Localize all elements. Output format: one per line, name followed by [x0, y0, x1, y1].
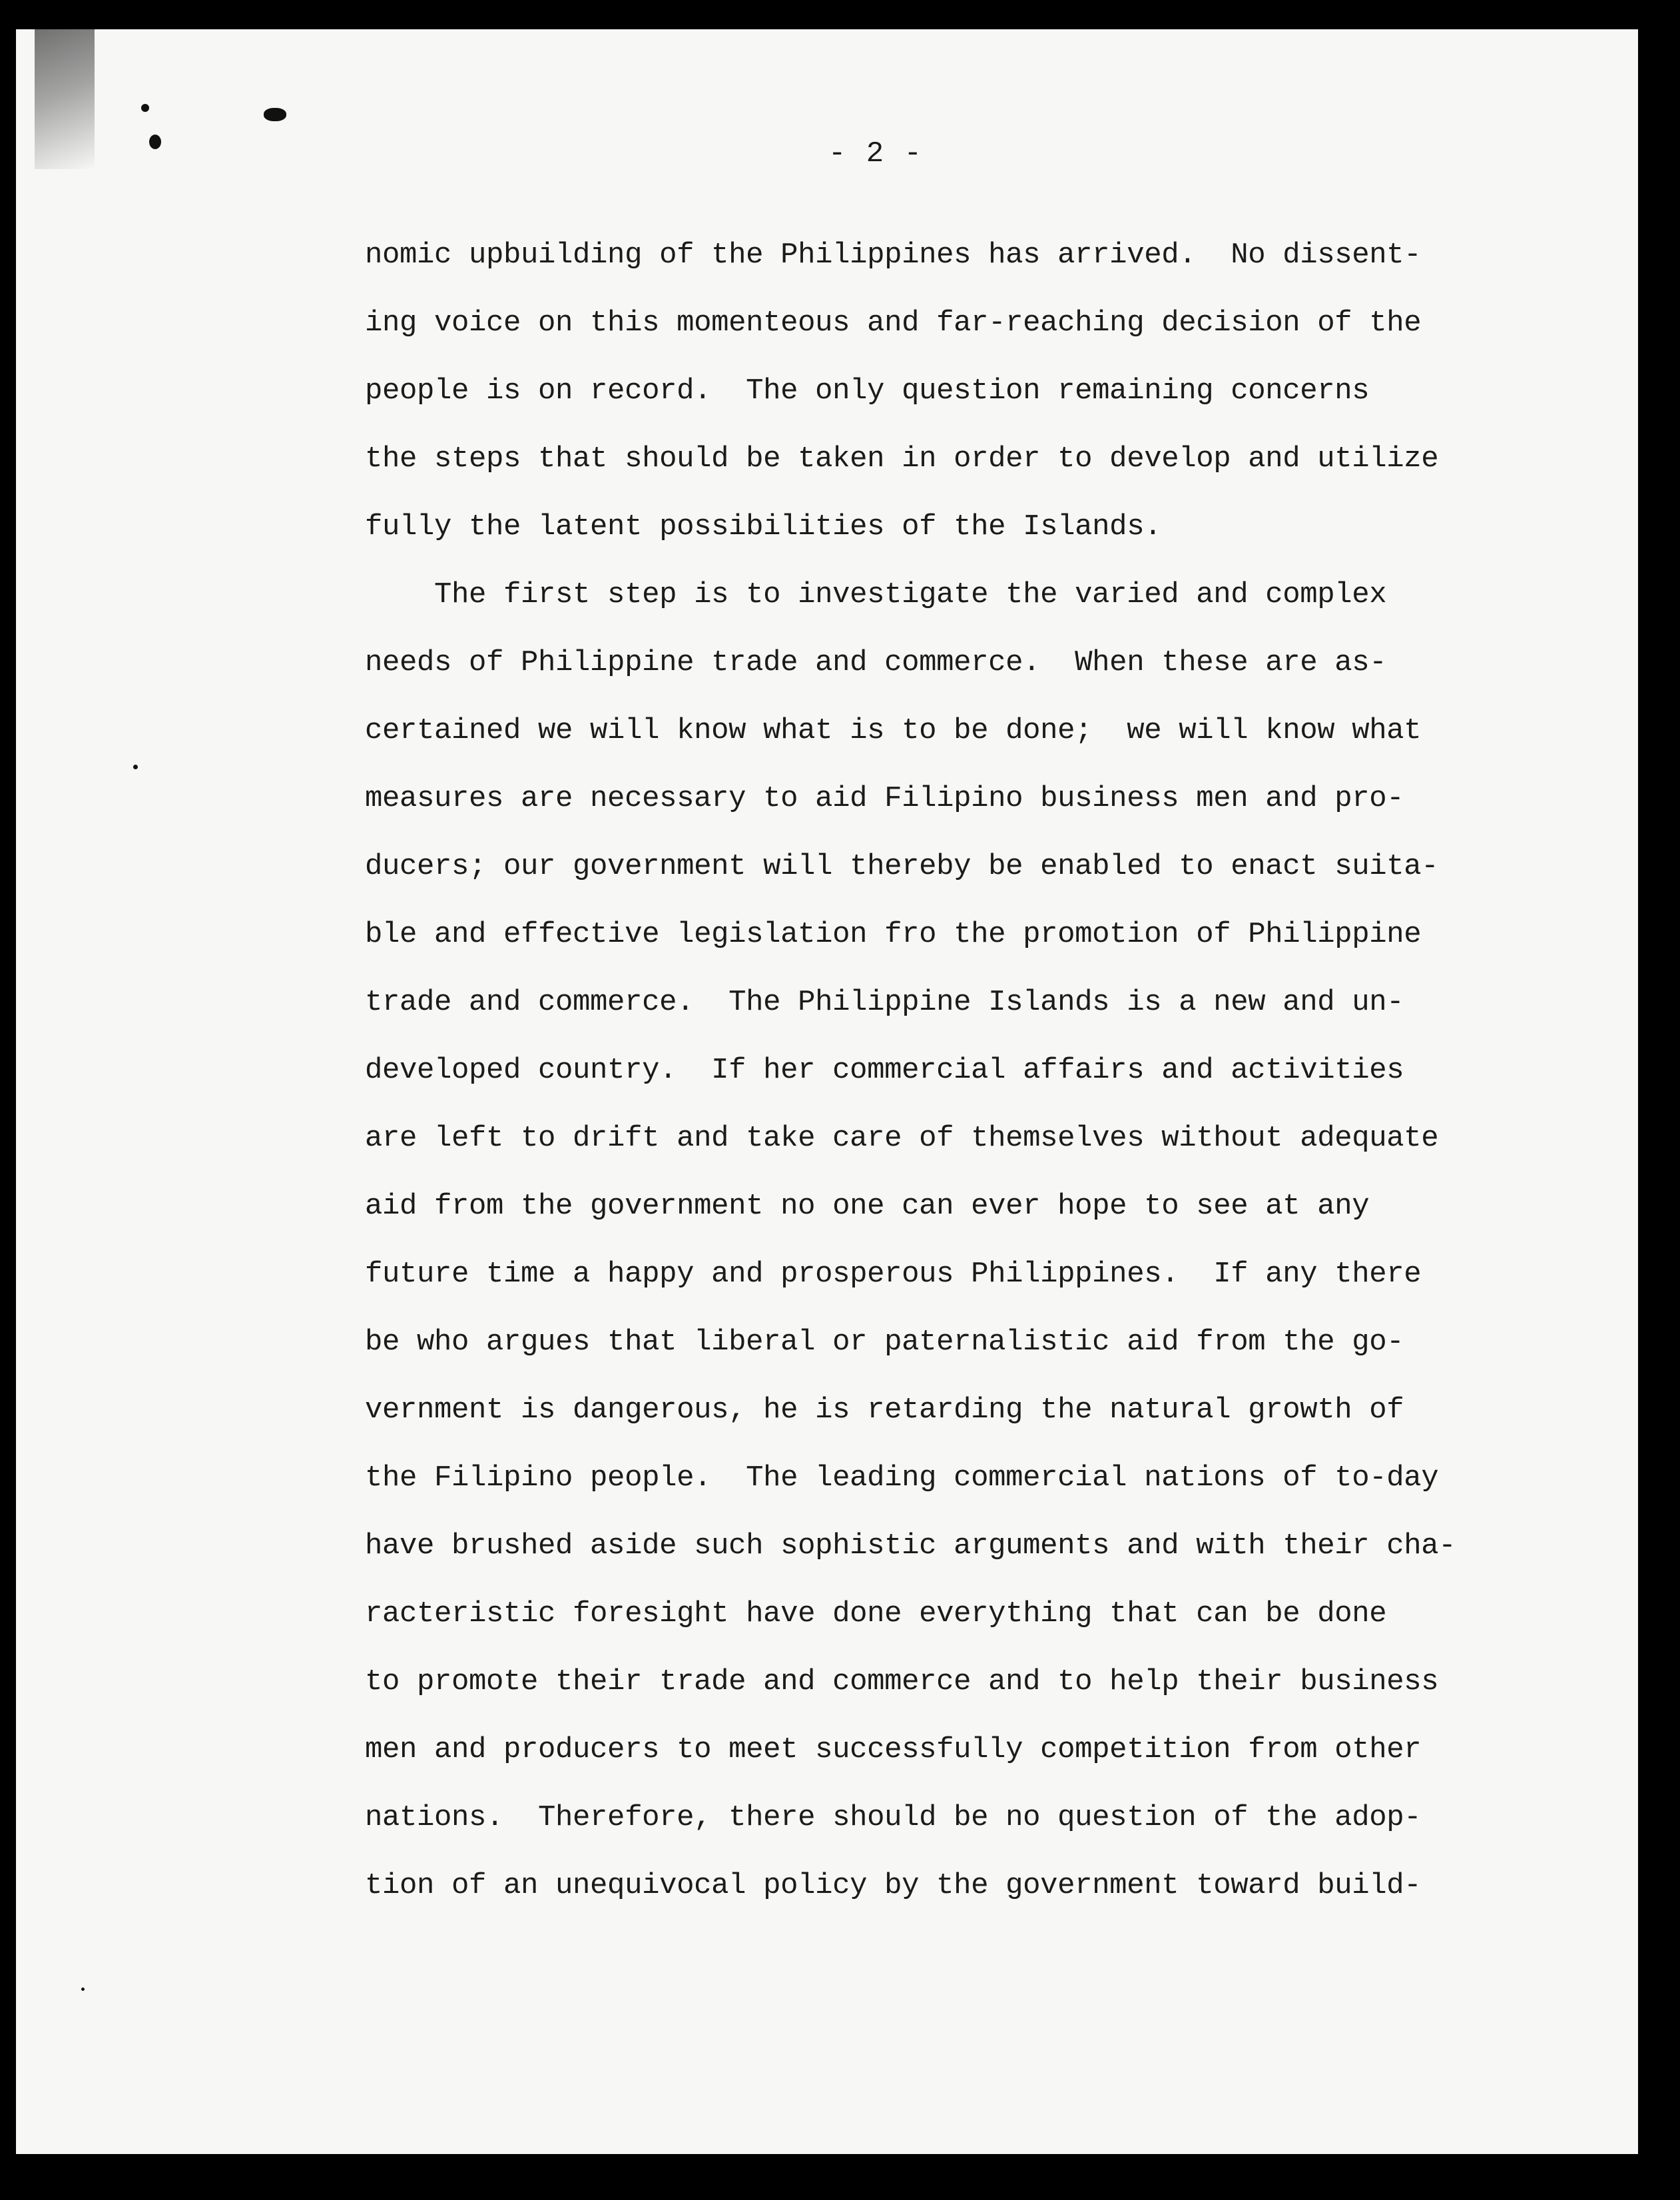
ink-speck: [81, 1988, 85, 1991]
text-line: certained we will know what is to be done; we will know what: [365, 714, 1422, 747]
text-line: ing voice on this momenteous and far-reaching decision of the: [365, 306, 1422, 340]
text-line: The first step is to investigate the varied and complex: [365, 578, 1387, 611]
ink-speck: [264, 108, 286, 121]
text-line: measures are necessary to aid Filipino business men and pro-: [365, 782, 1404, 815]
text-line: people is on record. The only question remaining concerns: [365, 374, 1370, 408]
document-page: [16, 29, 1638, 2154]
text-line: fully the latent possibilities of the Islands.: [365, 510, 1162, 544]
text-line: racteristic foresight have done everything that can be done: [365, 1597, 1387, 1631]
body-text: [365, 238, 1457, 1970]
ink-speck: [141, 104, 149, 112]
text-line: tion of an unequivocal policy by the government toward build-: [365, 1869, 1422, 1902]
text-line: future time a happy and prosperous Philippines. If any there: [365, 1258, 1422, 1291]
text-line: ble and effective legislation fro the promotion of Philippine: [365, 918, 1422, 951]
text-line: aid from the government no one can ever hope to see at any: [365, 1190, 1370, 1223]
text-line: vernment is dangerous, he is retarding the natural growth of: [365, 1393, 1404, 1427]
text-line: nomic upbuilding of the Philippines has arrived. No dissent-: [365, 238, 1422, 272]
text-line: nations. Therefore, there should be no question of the adop-: [365, 1801, 1422, 1834]
text-line: the Filipino people. The leading commercial nations of to-day: [365, 1461, 1439, 1495]
text-line: ducers; our government will thereby be enabled to enact suita-: [365, 850, 1439, 883]
text-line: be who argues that liberal or paternalistic aid from the go-: [365, 1325, 1404, 1359]
text-line: the steps that should be taken in order to develop and utilize: [365, 442, 1439, 476]
ink-speck: [149, 135, 161, 149]
text-line: men and producers to meet successfully competition from other: [365, 1733, 1422, 1766]
film-smudge: [35, 29, 95, 169]
text-line: developed country. If her commercial affairs and activities: [365, 1054, 1404, 1087]
page-number: - 2 -: [828, 137, 924, 171]
text-line: to promote their trade and commerce and to help their business: [365, 1665, 1439, 1698]
text-line: have brushed aside such sophistic arguments and with their cha-: [365, 1529, 1456, 1563]
text-line: needs of Philippine trade and commerce. When these are as-: [365, 646, 1387, 679]
ink-speck: [133, 765, 138, 769]
text-line: trade and commerce. The Philippine Islands is a new and un-: [365, 986, 1404, 1019]
text-line: are left to drift and take care of themselves without adequate: [365, 1122, 1439, 1155]
